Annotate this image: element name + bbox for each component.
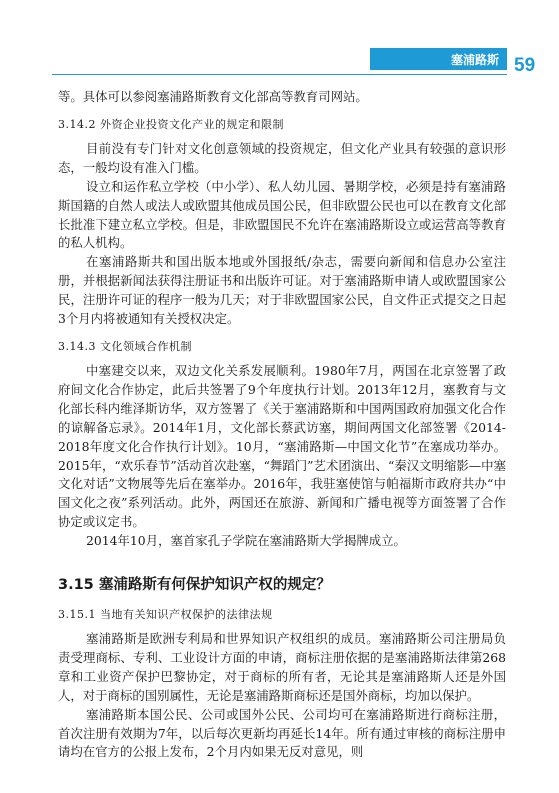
paragraph: 塞浦路斯是欧洲专利局和世界知识产权组织的成员。塞浦路斯公司注册局负责受理商标、专利、工业设计方面的申请，商标注册依据的是塞浦路斯法律第268章和工业资产保护巴黎协定，对于商标的所有者，无论其是塞浦路斯人还是外国人，对于商标的国别属性，无论是塞浦路斯商标还是国外商标，均加以保护。 — [58, 631, 506, 703]
header-rule — [52, 74, 507, 75]
paragraph-continuation: 等。具体可以参阅塞浦路斯教育文化部高等教育司网站。 — [58, 89, 368, 104]
paragraph: 设立和运作私立学校（中小学）、私人幼儿园、暑期学校，必须是持有塞浦路斯国籍的自然人或法人或欧盟其他成员国公民，但非欧盟公民也可以在教育文化部长批准下建立私立学校。但是，非欧盟国民不允许在塞浦路斯设立或运营高等教育的私人机构。 — [58, 178, 506, 251]
paragraph: 2014年10月，塞首家孔子学院在塞浦路斯大学揭牌成立。 — [86, 533, 406, 549]
page-body — [58, 88, 506, 762]
paragraph: 塞浦路斯本国公民、公司或国外公民、公司均可在塞浦路斯进行商标注册，首次注册有效期为7年，以后每次更新均再延长14年。所有通过审核的商标注册申请均在官方的公报上发布，2个月内如果无反对意见，则 — [58, 706, 506, 760]
paragraph: 在塞浦路斯共和国出版本地或外国报纸/杂志，需要向新闻和信息办公室注册，并根据新闻法获得注册证书和出版许可证。对于塞浦路斯申请人或欧盟国家公民，注册许可证的程序一般为几天；对于非欧盟国家公民，自文件正式提交之日起3个月内将被通知有关授权决定。 — [58, 254, 506, 327]
running-header-bar — [370, 48, 507, 70]
section-heading-3-15: 3.15 塞浦路斯有何保护知识产权的规定？ — [58, 577, 331, 594]
paragraph: 目前没有专门针对文化创意领域的投资规定，但文化产业具有较强的意识形态，一般均设有准入门槛。 — [58, 140, 506, 175]
paragraph: 中塞建交以来，双边文化关系发展顺利。1980年7月，两国在北京签署了政府间文化合作协定，此后共签署了9个年度执行计划。2013年12月，塞教育与文化部长科内维泽斯访华，双方签署了《关于塞浦路斯和中国两国政府加强文化合作的谅解备忘录》。2014年1月，文化部长蔡武访塞，期间两国文化部签署《2014-2018年度文化合作执行计划》。10月，“塞浦路斯—中国文化节”在塞成功举办。2015年，“欢乐春节”活动首次赴塞，“舞蹈门”艺术团演出、“秦汉文明缩影—中塞文化对话”文物展等先后在塞举办。2016年，我驻塞使馆与帕福斯市政府共办“中国文化之夜”系列活动。此外，两国还在旅游、新闻和广播电视等方面签署了合作协定或议定书。 — [58, 362, 506, 530]
subsection-heading-3-15-1: 3.15.1 当地有关知识产权保护的法律法规 — [58, 608, 273, 622]
subsection-heading-3-14-3: 3.14.3 文化领域合作机制 — [58, 339, 192, 353]
running-header-title: 塞浦路斯 — [450, 52, 499, 67]
page-number: 59 — [514, 55, 536, 76]
subsection-heading-3-14-2: 3.14.2 外资企业投资文化产业的规定和限制 — [58, 117, 284, 131]
